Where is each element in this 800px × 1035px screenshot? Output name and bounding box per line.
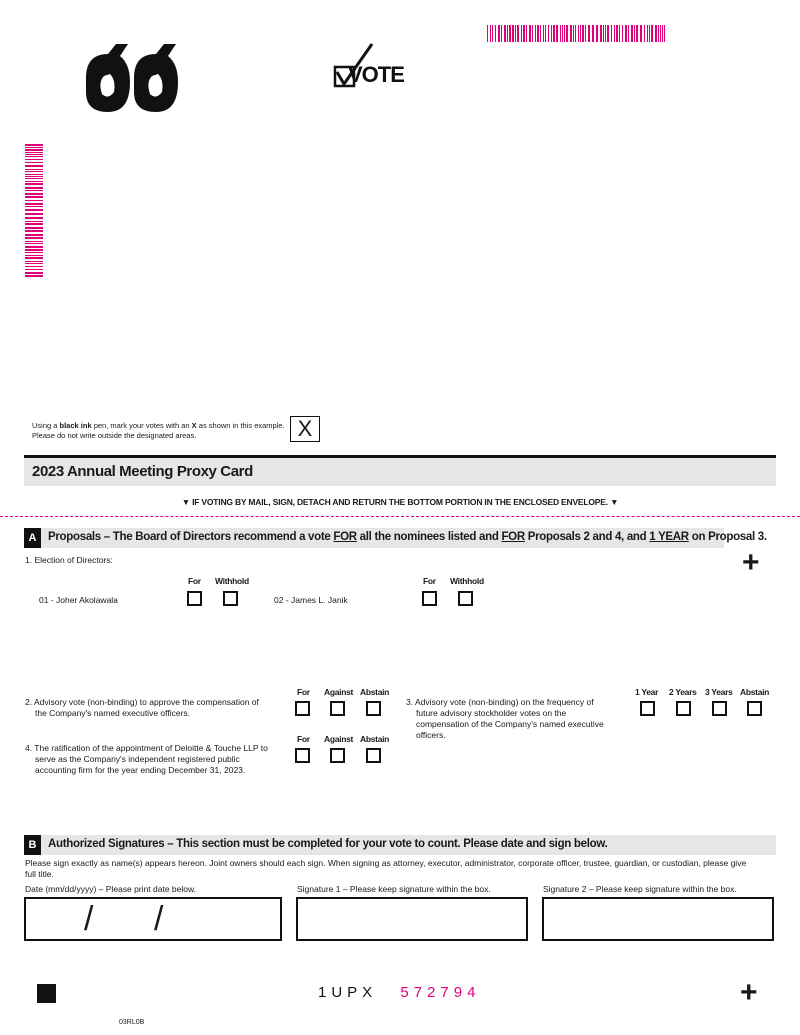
marking-instructions: [32, 421, 292, 441]
barcode-bar: [662, 25, 663, 42]
barcode-bar: [644, 25, 645, 42]
barcode-bar: [25, 255, 43, 256]
barcode-bar: [25, 230, 43, 232]
barcode-bar: [509, 25, 511, 42]
barcode-bar: [596, 25, 598, 42]
barcode-bar: [25, 169, 43, 170]
col-for-1: For: [188, 576, 201, 586]
barcode-bar: [556, 25, 558, 42]
form-code: 03RL0B: [119, 1019, 145, 1026]
barcode-bar: [521, 25, 522, 42]
barcode-bar: [535, 25, 536, 42]
barcode-bar: [553, 25, 555, 42]
barcode-bar: [619, 25, 620, 42]
barcode-bar: [25, 203, 43, 205]
registration-square: [37, 984, 56, 1003]
barcode-bar: [490, 25, 491, 42]
barcode-bar: [25, 178, 43, 179]
p2-col-abstain: Abstain: [360, 687, 390, 697]
nominee-2-label: 02 - James L. Janik: [274, 595, 348, 605]
form-id-pink: 572794: [400, 984, 481, 1001]
barcode-bar: [498, 25, 500, 42]
section-a-heading: Proposals – The Board of Directors recommend a vote FOR all the nominees listed and FOR Proposals 2 and 4, and 1 YEAR on Proposal 3.: [48, 531, 767, 543]
barcode-bar: [25, 147, 43, 148]
barcode-bar: [515, 25, 516, 42]
nominee-1-for-checkbox[interactable]: [187, 591, 202, 606]
barcode-bar: [25, 183, 43, 185]
barcode-bar: [634, 25, 635, 42]
date-slash-1: /: [84, 900, 94, 938]
barcode-bar: [25, 181, 43, 182]
barcode-bar: [25, 171, 43, 172]
barcode-bar: [614, 25, 615, 42]
barcode-bar: [605, 25, 606, 42]
barcode-bar: [25, 159, 43, 160]
barcode-bar: [631, 25, 633, 42]
p3-col-1year: 1 Year: [635, 687, 659, 697]
proposal-4-for-checkbox[interactable]: [295, 748, 310, 763]
barcode-bar: [573, 25, 574, 42]
barcode-bar: [526, 25, 527, 42]
barcode-bar: [523, 25, 525, 42]
barcode-bar: [585, 25, 586, 42]
barcode-bar: [25, 200, 43, 201]
company-logo: [82, 42, 182, 114]
barcode-bar: [622, 25, 623, 42]
proposal-2-text: 2. Advisory vote (non-binding) to approve the compensation of the Company's named executive officers.: [25, 697, 259, 718]
p4-col-against: Against: [324, 734, 354, 744]
registration-plus-top: +: [742, 546, 760, 579]
barcode-bar: [25, 221, 43, 222]
example-mark-box: X: [290, 416, 320, 442]
p3-col-3years: 3 Years: [705, 687, 733, 697]
barcode-bar: [611, 25, 612, 42]
barcode-bar: [25, 165, 43, 167]
barcode-bar: [532, 25, 533, 42]
barcode-bar: [25, 227, 43, 229]
proposal-3-abstain-checkbox[interactable]: [747, 701, 762, 716]
proposal-4-text: 4. The ratification of the appointment of Deloitte & Touche LLP to serve as the Company's independent registered public accounting firm for the year ending December 31, 2023.: [25, 743, 268, 775]
barcode-bar: [628, 25, 629, 42]
col-withhold-2: Withhold: [450, 576, 484, 586]
nominee-1-withhold-checkbox[interactable]: [223, 591, 238, 606]
barcode-bar: [25, 272, 43, 274]
mail-notice: ▼ IF VOTING BY MAIL, SIGN, DETACH AND RETURN THE BOTTOM PORTION IN THE ENCLOSED ENVELOPE. ▼: [181, 497, 619, 507]
barcode-bar: [25, 241, 43, 242]
down-arrow-icon: ▼: [181, 497, 190, 507]
barcode-bar: [660, 25, 661, 42]
barcode-bar: [575, 25, 576, 42]
barcode-bar: [562, 25, 563, 42]
section-b-heading: Authorized Signatures – This section must be completed for your vote to count. Please date and sign below.: [48, 838, 608, 850]
barcode-bar: [25, 252, 43, 253]
barcode-bar: [25, 269, 43, 270]
section-a-header: [24, 528, 767, 548]
signature-1-label: Signature 1 – Please keep signature within the box.: [297, 884, 491, 894]
proposal-4-abstain-checkbox[interactable]: [366, 748, 381, 763]
barcode-bar: [25, 193, 43, 195]
barcode-bar: [25, 266, 43, 267]
barcode-bar: [658, 25, 659, 42]
date-slash-2: /: [154, 900, 164, 938]
signature-2-field[interactable]: [542, 897, 774, 941]
signature-instructions: Please sign exactly as name(s) appears hereon. Joint owners should each sign. When signing as attorney, executor, administrator, corporate officer, trustee, guardian, or custodian, please give full title.: [25, 858, 747, 879]
barcode-bar: [560, 25, 561, 42]
barcode-bar: [25, 187, 43, 189]
barcode-bar: [616, 25, 618, 42]
election-label: 1. Election of Directors:: [25, 555, 113, 565]
barcode-top: [487, 25, 667, 42]
p3-col-abstain: Abstain: [740, 687, 770, 697]
vote-logo: [332, 42, 412, 92]
barcode-bar: [25, 152, 43, 153]
barcode-bar: [25, 257, 43, 259]
barcode-bar: [625, 25, 627, 42]
barcode-bar: [603, 25, 604, 42]
section-b-letter: B: [24, 835, 41, 855]
detach-line: [0, 516, 800, 517]
date-label: Date (mm/dd/yyyy) – Please print date below.: [25, 884, 197, 894]
barcode-bar: [664, 25, 665, 42]
proposal-2-against-checkbox[interactable]: [330, 701, 345, 716]
barcode-bar: [580, 25, 581, 42]
barcode-left: [25, 144, 43, 278]
barcode-bar: [25, 149, 43, 151]
barcode-bar: [25, 213, 43, 215]
barcode-bar: [529, 25, 531, 42]
barcode-bar: [492, 25, 493, 42]
barcode-bar: [25, 162, 43, 163]
barcode-bar: [25, 206, 43, 207]
proposal-3-2years-checkbox[interactable]: [676, 701, 691, 716]
barcode-bar: [25, 246, 43, 248]
barcode-bar: [543, 25, 544, 42]
col-for-2: For: [423, 576, 436, 586]
form-id-black: 1UPX: [318, 984, 378, 1001]
barcode-bar: [25, 174, 43, 175]
p2-col-for: For: [297, 687, 310, 697]
barcode-bar: [564, 25, 565, 42]
barcode-bar: [582, 25, 584, 42]
barcode-bar: [25, 190, 43, 191]
section-b-header: [24, 835, 776, 855]
barcode-bar: [25, 156, 43, 157]
p4-col-abstain: Abstain: [360, 734, 390, 744]
date-field[interactable]: [24, 897, 282, 941]
p4-col-for: For: [297, 734, 310, 744]
barcode-bar: [578, 25, 579, 42]
barcode-bar: [25, 209, 43, 211]
instruction-line-1: Using a black ink pen, mark your votes with an X as shown in this example.: [32, 421, 285, 430]
barcode-bar: [570, 25, 572, 42]
barcode-bar: [25, 249, 43, 251]
barcode-bar: [25, 234, 43, 236]
barcode-bar: [504, 25, 506, 42]
barcode-bar: [647, 25, 648, 42]
vote-logo-text: VOTE: [348, 62, 404, 87]
barcode-bar: [25, 196, 43, 198]
proposal-4-against-checkbox[interactable]: [330, 748, 345, 763]
barcode-bar: [25, 223, 43, 225]
barcode-bar: [640, 25, 642, 42]
barcode-bar: [25, 154, 43, 155]
barcode-bar: [548, 25, 549, 42]
form-id-code: [318, 984, 480, 1001]
nominee-2-withhold-checkbox[interactable]: [458, 591, 473, 606]
barcode-bar: [566, 25, 568, 42]
instruction-line-2: Please do not write outside the designated areas.: [32, 431, 197, 440]
title-band: [24, 458, 776, 486]
barcode-bar: [607, 25, 609, 42]
barcode-bar: [25, 263, 43, 264]
proposal-2-for-checkbox[interactable]: [295, 701, 310, 716]
barcode-bar: [540, 25, 541, 42]
signature-2-label: Signature 2 – Please keep signature within the box.: [543, 884, 737, 894]
barcode-bar: [25, 176, 43, 177]
barcode-bar: [25, 243, 43, 244]
barcode-bar: [537, 25, 539, 42]
down-arrow-icon: ▼: [610, 497, 619, 507]
barcode-bar: [600, 25, 602, 42]
p3-col-2years: 2 Years: [669, 687, 697, 697]
card-title: 2023 Annual Meeting Proxy Card: [32, 463, 253, 480]
col-withhold-1: Withhold: [215, 576, 249, 586]
signature-1-field[interactable]: [296, 897, 528, 941]
barcode-bar: [655, 25, 657, 42]
barcode-bar: [636, 25, 638, 42]
barcode-bar: [517, 25, 519, 42]
proposal-3-text: 3. Advisory vote (non-binding) on the frequency of future advisory stockholder votes on the compensation of the Company's named executive officers.: [406, 697, 604, 740]
proposal-3-3years-checkbox[interactable]: [712, 701, 727, 716]
registration-plus-bottom: +: [740, 976, 758, 1009]
barcode-bar: [507, 25, 508, 42]
proposal-2-abstain-checkbox[interactable]: [366, 701, 381, 716]
barcode-bar: [592, 25, 594, 42]
nominee-1-label: 01 - Joher Akolawala: [39, 595, 118, 605]
barcode-bar: [501, 25, 502, 42]
barcode-bar: [551, 25, 552, 42]
nominee-2-for-checkbox[interactable]: [422, 591, 437, 606]
barcode-bar: [25, 261, 43, 262]
barcode-bar: [649, 25, 650, 42]
section-a-letter: A: [24, 528, 41, 548]
barcode-bar: [25, 275, 43, 277]
barcode-bar: [588, 25, 590, 42]
barcode-bar: [651, 25, 653, 42]
barcode-bar: [487, 25, 488, 42]
barcode-bar: [545, 25, 546, 42]
proposal-3-1year-checkbox[interactable]: [640, 701, 655, 716]
barcode-bar: [25, 237, 43, 239]
barcode-bar: [25, 217, 43, 219]
barcode-bar: [512, 25, 514, 42]
p2-col-against: Against: [324, 687, 354, 697]
barcode-bar: [495, 25, 496, 42]
barcode-bar: [25, 144, 43, 146]
